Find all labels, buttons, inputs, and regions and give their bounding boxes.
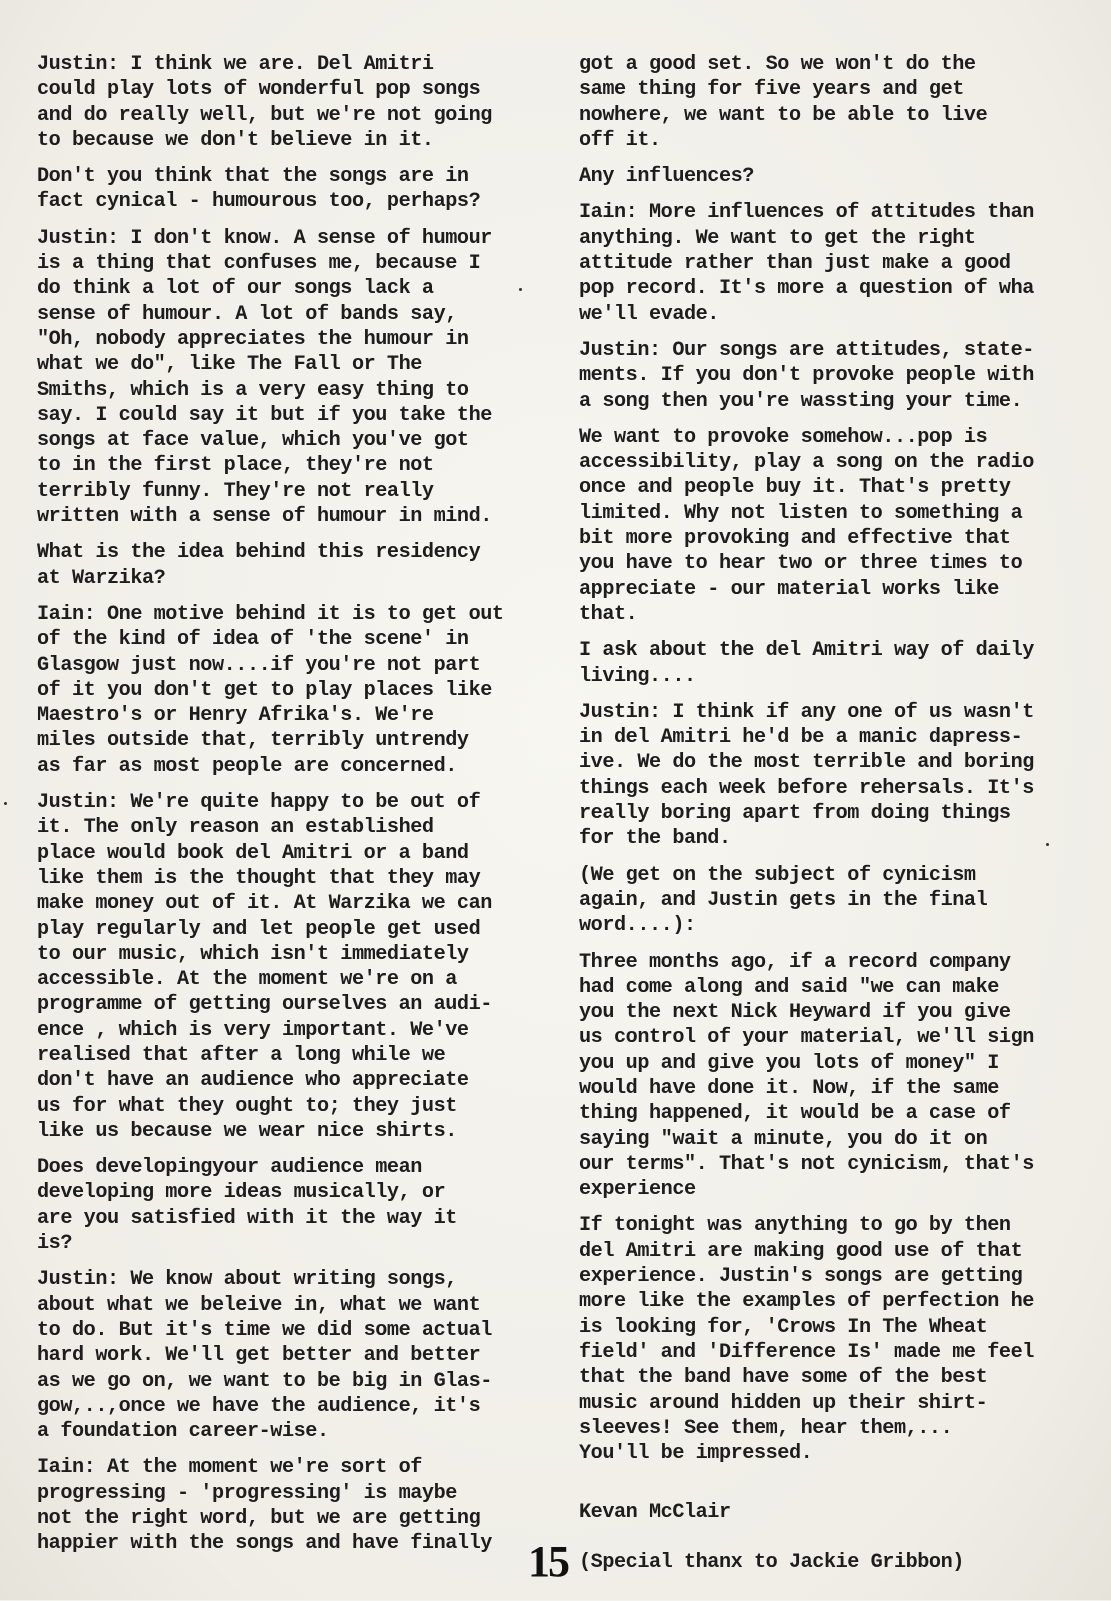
paragraph: Justin: I think we are. Del Amitri could play lots of wonderful pop songs and do really well, but we're not going to because we don't believe in it. [37, 53, 492, 152]
paragraph: Any influences? [579, 165, 754, 189]
ink-speck [1046, 843, 1049, 846]
right-column [579, 52, 1099, 1601]
author-name: Kevan McClair [579, 1500, 731, 1524]
paragraph: Iain: More influences of attitudes than anything. We want to get the right attitude rather than just make a good pop record. It's more a question of wha we'll evade. [579, 201, 1034, 326]
ink-speck [4, 802, 7, 805]
paragraph: Does developingyour audience mean developing more ideas musically, or are you satisfied with it the way it is? [37, 1156, 457, 1256]
paragraph: Justin: I don't know. A sense of humour is a thing that confuses me, because I do think a lot of our songs lack a sense of humour. A lot of bands say, "Oh, nobody appreciates the humour in what we do", like The Fall or The Smiths, which is a very easy thing to say. I could say it but if you take the songs at face value, which you've got to in the first place, they're not terribly funny. They're not really written with a sense of humour in mind. [37, 226, 492, 529]
paragraph: got a good set. So we won't do the same thing for five years and get nowhere, we want to be able to live off it. [579, 53, 988, 152]
paragraph: Justin: We're quite happy to be out of it. The only reason an established place would book del Amitri or a band like them is the thought that they may make money out of it. At Warzika we can play regularly and let people get used to our music, which isn't immediately accessible. At the moment we're on a programme of getting ourselves an audi- ence , which is very important. We've realised that after a long while we don't have an audience who appreciate us for what they ought to; they just like us because we wear nice shirts. [37, 791, 492, 1143]
paragraph: Justin: Our songs are attitudes, state- ments. If you don't provoke people with a song then you're wassting your time. [579, 338, 1034, 413]
paragraph: Justin: We know about writing songs, about what we beleive in, what we want to do. But it's time we did some actual hard work. We'll get better and better as we go on, we want to be big in Glas- gow,..,once we have the audience, it's a foundation career-wise. [37, 1268, 492, 1444]
left-column [37, 52, 552, 1568]
paragraph: Iain: At the moment we're sort of progressing - 'progressing' is maybe not the right word, but we are getting happier with the songs and have finally [37, 1456, 492, 1556]
page-number: 15 [528, 1537, 568, 1586]
paragraph: Don't you think that the songs are in fact cynical - humourous too, perhaps? [37, 165, 481, 214]
author-signature [579, 1474, 1099, 1600]
paragraph: Iain: One motive behind it is to get out of the kind of idea of 'the scene' in Glasgow just now....if you're not part of it you don't get to play places like Maestro's or Henry Afrika's. We're miles outside that, terribly untrendy as far as most people are concerned. [37, 602, 504, 778]
paragraph: We want to provoke somehow...pop is accessibility, play a song on the radio once and people buy it. That's pretty limited. Why not listen to something a bit more provoking and effective that you have to hear two or three times to appreciate - our material works like that. [579, 425, 1034, 626]
paragraph: Justin: I think if any one of us wasn't in del Amitri he'd be a manic dapress- ive. We do the most terrible and boring things each week before rehersals. It's really boring apart from doing things for the band. [579, 700, 1034, 851]
paragraph: I ask about the del Amitri way of daily living.... [579, 639, 1034, 688]
paragraph: If tonight was anything to go by then del Amitri are making good use of that experience. Justin's songs are getting more like the examples of perfection he is looking for, 'Crows In The Wheat field' and 'Difference Is' made me feel that the band have some of the best music around hidden up their shirt- sleeves! See them, hear them,... You'll be impressed. [579, 1214, 1034, 1466]
acknowledgement: (Special thanx to Jackie Gribbon) [579, 1551, 964, 1575]
paragraph: Three months ago, if a record company had come along and said "we can make you the next Nick Heyward if you give us control of your material, we'll sign you up and give you lots of money" I would have done it. Now, if the same thing happened, it would be a case of saying "wait a minute, you do it on our terms". That's not cynicism, that's experience [579, 950, 1034, 1202]
paragraph: (We get on the subject of cynicism again, and Justin gets in the final word....): [579, 863, 988, 938]
ink-speck [519, 288, 522, 291]
paragraph: What is the idea behind this residency at Warzika? [37, 541, 481, 590]
